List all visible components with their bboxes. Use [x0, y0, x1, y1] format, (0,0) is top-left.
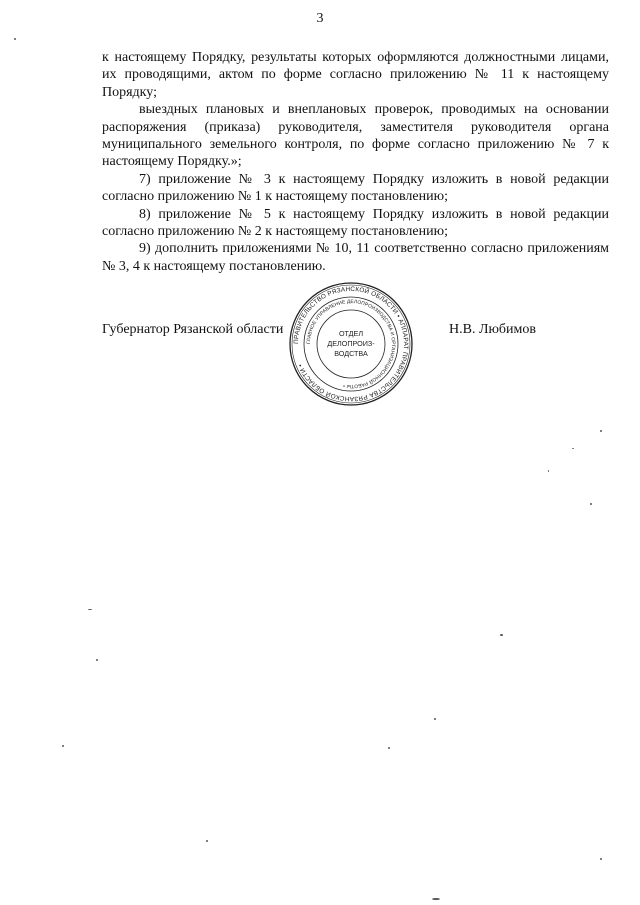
scan-speck — [590, 503, 592, 505]
scan-speck — [88, 609, 92, 610]
scan-speck — [600, 430, 602, 432]
scan-speck — [388, 747, 390, 749]
signatory-title: Губернатор Рязанской области — [102, 322, 284, 337]
scan-speck — [572, 448, 574, 449]
scan-speck — [432, 898, 440, 900]
paragraph-3: 7) приложение № 3 к настоящему Порядку изложить в новой редакции согласно приложению № 1 к настоящему постановлению; — [102, 171, 609, 205]
page-number: 3 — [316, 11, 324, 26]
scan-speck — [14, 38, 16, 40]
signatory-name: Н.В. Любимов — [449, 322, 536, 337]
scan-speck — [62, 745, 64, 747]
seal-center-line-1: ОТДЕЛ — [338, 329, 364, 338]
seal-center-line-3: ВОДСТВА — [334, 349, 368, 358]
seal-outer-text: ПРАВИТЕЛЬСТВО РЯЗАНСКОЙ ОБЛАСТИ • АППАРАТ ПРАВИТЕЛЬСТВА РЯЗАНСКОЙ ОБЛАСТИ • — [292, 285, 410, 403]
document-body — [102, 49, 609, 275]
scan-speck — [96, 659, 98, 661]
paragraph-2: выездных плановых и внеплановых проверок, проводимых на основании распоряжения (приказа) руководителя, заместителя руководителя органа муниципального земельного контроля, по форме согласно приложению № 7 к настоящему Порядку.»; — [102, 102, 609, 170]
paragraph-5: 9) дополнить приложениями № 10, 11 соответственно согласно приложениям № 3, 4 к настоящему постановлению. — [102, 241, 609, 274]
paragraph-4: 8) приложение № 5 к настоящему Порядку изложить в новой редакции согласно приложению № 2 к настоящему постановлению; — [102, 206, 609, 240]
scan-speck — [206, 840, 208, 842]
official-seal — [288, 281, 414, 407]
seal-center-line-2: ДЕЛОПРОИЗ- — [327, 339, 375, 348]
scan-speck — [434, 718, 436, 720]
scan-speck — [600, 858, 602, 860]
scan-speck — [500, 634, 503, 636]
paragraph-1: к настоящему Порядку, результаты которых оформляются должностными лицами, их проводящими, актом по форме согласно приложению № 11 к настоящему Порядку; — [102, 50, 609, 100]
scan-speck — [548, 470, 549, 472]
seal-inner-text: ГЛАВНОЕ УПРАВЛЕНИЕ ДЕЛОПРОИЗВОДСТВА И ОРГАНИЗАЦИОННОЙ РАБОТЫ • — [306, 299, 396, 389]
